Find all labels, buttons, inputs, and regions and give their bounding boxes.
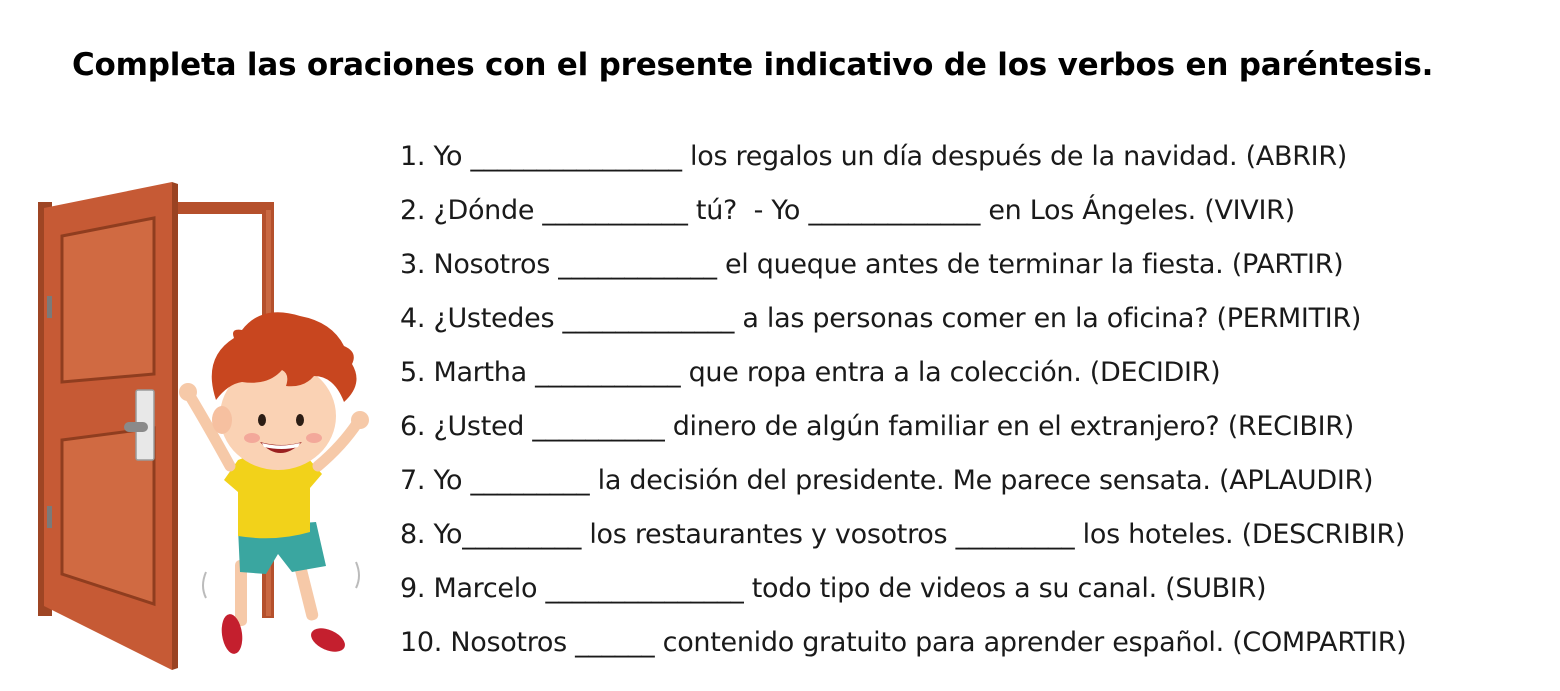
sentence-text: 7. Yo _________ la decisión del presidente. Me parece sensata. (APLAUDIR) — [400, 465, 1374, 496]
sentence-text: 1. Yo ________________ los regalos un día después de la navidad. (ABRIR) — [400, 141, 1348, 172]
worksheet-title: Completa las oraciones con el presente indicativo de los verbos en paréntesis. — [72, 46, 1434, 83]
open-door — [44, 182, 178, 670]
sentence-10 — [400, 618, 1550, 672]
sentence-1 — [400, 132, 1550, 186]
door-and-boy-illustration — [30, 170, 380, 680]
sentence-7 — [400, 456, 1550, 510]
sentence-9 — [400, 564, 1550, 618]
sentence-text: 9. Marcelo _______________ todo tipo de videos a su canal. (SUBIR) — [400, 573, 1267, 604]
sentence-text: 2. ¿Dónde ___________ tú? - Yo _____________ en Los Ángeles. (VIVIR) — [400, 195, 1295, 226]
sentence-6 — [400, 402, 1550, 456]
sentence-text: 4. ¿Ustedes _____________ a las personas comer en la oficina? (PERMITIR) — [400, 303, 1362, 334]
sentence-text: 8. Yo_________ los restaurantes y vosotros _________ los hoteles. (DESCRIBIR) — [400, 519, 1406, 550]
sentence-8 — [400, 510, 1550, 564]
sentence-4 — [400, 294, 1550, 348]
sentence-text: 6. ¿Usted __________ dinero de algún familiar en el extranjero? (RECIBIR) — [400, 411, 1354, 442]
sentence-3 — [400, 240, 1550, 294]
sentence-text: 10. Nosotros ______ contenido gratuito para aprender español. (COMPARTIR) — [400, 627, 1407, 658]
sentence-2 — [400, 186, 1550, 240]
sentence-text: 5. Martha ___________ que ropa entra a la colección. (DECIDIR) — [400, 357, 1221, 388]
sentence-text: 3. Nosotros ____________ el queque antes de terminar la fiesta. (PARTIR) — [400, 249, 1344, 280]
sentence-list — [400, 132, 1550, 672]
sentence-5 — [400, 348, 1550, 402]
